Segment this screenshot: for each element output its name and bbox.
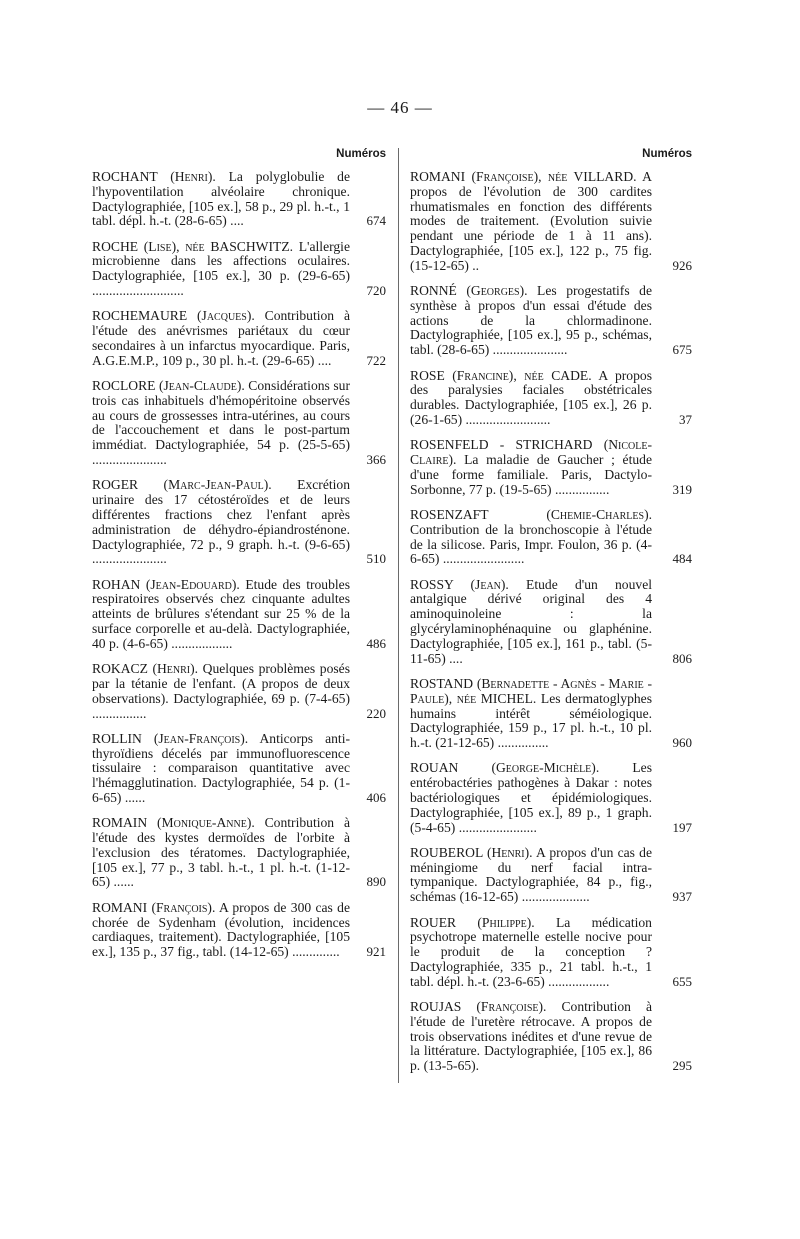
thesis-entry (410, 508, 692, 567)
entry-text: Considérations sur trois cas inhabituels d'hémopéritoine observés au cours de grossesses intra-utérines, au cours de l'accouchement et dans le post-partum immédiat. Dactylographiée, 54 p. (25-5-65) ...................... (92, 378, 350, 468)
thesis-entry (92, 732, 386, 806)
author-name: ROSENFELD - STRICHARD (Nicole-Claire). (410, 437, 652, 468)
entry-body (410, 916, 652, 990)
entry-text: Contribution de la bronchoscopie à l'étude de la silicose. Paris, Impr. Foulon, 36 p. (4-6-65) ........................ (410, 521, 652, 567)
author-name: ROCLORE (Jean-Claude). (92, 378, 245, 394)
entry-body (410, 578, 652, 667)
thesis-entry (410, 369, 692, 428)
author-name: ROHAN (Jean-Edouard). (92, 576, 240, 592)
entry-body (92, 170, 350, 229)
page-number: — 46 — (367, 98, 433, 117)
entry-body (410, 170, 652, 274)
entry-number: 921 (366, 944, 386, 960)
entry-text: Contribution à l'étude de l'uretère rétrocave. A propos de trois observations inédites et d'une revue de la littérature. Dactylographiée, [105 ex.], 86 p. (13-5-65). (410, 999, 652, 1074)
thesis-entry (410, 284, 692, 358)
thesis-entry (410, 1000, 692, 1074)
entry-text: Anticorps anti-thyroïdiens décelés par immunofluorescence tissulaire : comparaison quantitative avec l'hémagglutination. Dactylographiée, 54 p. (1-6-65) ...... (92, 730, 351, 805)
entry-body (92, 578, 350, 652)
entry-body (410, 761, 652, 835)
author-name: ROUJAS (Françoise). (410, 999, 547, 1015)
entry-text: Les dermatoglyphes humains intérêt séméiologique. Dactylographiée, 159 p., 17 pl. h.-t., 10 pl. h.-t. (21-12-65) ............... (410, 690, 652, 751)
author-name: ROMANI (Françoise), née VILLARD. (410, 169, 637, 184)
thesis-entry (410, 916, 692, 990)
right-entry-list (398, 170, 692, 1074)
author-name: ROMAIN (Monique-Anne). (92, 815, 255, 831)
entry-text: Contribution à l'étude des anévrismes pariétaux du cœur secondaires à un infarctus myocardique. Paris, A.G.E.M.P., 109 p., 30 pl. h.-t. (29-6-65) .... (92, 308, 350, 368)
entry-number: 220 (366, 705, 386, 721)
entry-body (410, 508, 652, 567)
thesis-entry (92, 309, 386, 368)
author-name: ROLLIN (Jean-François). (92, 730, 249, 746)
entry-text: A propos de l'évolution de 300 cardites rhumatismales en fonction des différents modes de traitement. (Evolution suivie pendant une période de 1 à 11 ans). Dactylographiée, [105 ex.], 122 p., 75 fig. (15-12-65) .. (410, 169, 652, 273)
entry-number: 510 (366, 551, 386, 567)
left-column (92, 148, 386, 970)
author-name: ROCHE (Lise), née BASCHWITZ. (92, 238, 294, 254)
entry-body (92, 240, 350, 299)
entry-text: La maladie de Gaucher ; étude d'une forme familiale. Paris, Dactylo-Sorbonne, 77 p. (19-5-65) ................ (410, 452, 652, 497)
entry-number: 366 (366, 452, 386, 468)
entry-body (410, 846, 652, 905)
entry-body (92, 901, 350, 960)
entry-body (410, 677, 652, 751)
author-name: ROCHEMAURE (Jacques). (92, 308, 255, 324)
entry-number: 406 (366, 789, 386, 805)
entry-body (92, 379, 350, 468)
entry-body (410, 284, 652, 358)
left-column-heading: Numéros (336, 148, 386, 160)
entry-number: 319 (672, 481, 692, 497)
entry-body (92, 732, 350, 806)
entry-number: 806 (672, 650, 692, 666)
right-column-heading: Numéros (642, 148, 692, 160)
author-name: RONNÉ (Georges). (410, 283, 528, 299)
entry-body (92, 478, 350, 567)
entry-number: 720 (366, 283, 386, 299)
entry-number: 890 (366, 874, 386, 890)
entry-text: A propos des paralysies faciales obstétricales durables. Dactylographiée, [105 ex.], 26 p. (26-1-65) ......................... (410, 367, 652, 427)
thesis-entry (410, 846, 692, 905)
author-name: ROSE (Francine), née CADE. (410, 367, 592, 383)
entry-text: A propos d'un cas de méningiome du nerf facial intra-tympanique. Dactylographiée, 84 p., fig., schémas (16-12-65) .................... (410, 844, 652, 905)
author-name: ROSSY (Jean). (410, 576, 509, 592)
entry-text: Les progestatifs de synthèse à propos d'un essai d'étude des actions de la chlormadinone. Dactylographiée, [105 ex.], 95 p., schémas, tabl. (28-6-65) ...................... (410, 283, 652, 358)
thesis-entry (410, 438, 692, 497)
entry-body (92, 662, 350, 721)
entry-number: 486 (366, 635, 386, 651)
entry-text: L'allergie microbienne dans les affections oculaires. Dactylographiée, [105 ex.], 30 p. (29-6-65) ........................... (92, 238, 350, 299)
entry-number: 722 (366, 352, 386, 368)
thesis-entry (410, 761, 692, 835)
entry-number: 674 (366, 213, 386, 229)
entry-body (92, 816, 350, 890)
thesis-entry (92, 816, 386, 890)
entry-text: Contribution à l'étude des kystes dermoïdes de l'orbite à l'exclusion des tératomes. Dactylographiée, [105 ex.], 77 p., 3 tabl. h.-t., 1 pl. h.-t. (1-12-65) ...... (92, 815, 350, 890)
author-name: ROMANI (François). (92, 899, 216, 915)
entry-number: 484 (672, 551, 692, 567)
thesis-entry (92, 478, 386, 567)
entry-number: 197 (672, 819, 692, 835)
entry-text: Quelques problèmes posés par la tétanie de l'enfant. (A propos de deux observations). Dactylographiée, 69 p. (7-4-65) ................ (92, 661, 350, 721)
entry-number: 675 (672, 342, 692, 358)
thesis-entry (410, 170, 692, 274)
author-name: ROSTAND (Bernadette - Agnès - Marie - Paule), née MICHEL. (410, 675, 652, 706)
entry-text: A propos de 300 cas de chorée de Sydenham (évolution, incidences cardiaques, traitement). Dactylographiée, [105 ex.], 135 p., 37 fig., tabl. (14-12-65) .............. (92, 899, 350, 960)
entry-number: 960 (672, 735, 692, 751)
entry-text: Etude des troubles respiratoires observés chez cinquante adultes atteints de brûlures s'étendant sur 25 % de la surface corporelle et au-delà. Dactylographiée, 40 p. (4-6-65) .................. (92, 576, 350, 651)
thesis-entry (92, 662, 386, 721)
entry-body (410, 1000, 652, 1074)
entry-number: 37 (679, 411, 692, 427)
entry-number: 937 (672, 889, 692, 905)
author-name: ROUER (Philippe). (410, 914, 535, 930)
thesis-entry (92, 170, 386, 229)
right-column (398, 148, 692, 1085)
left-entry-list (92, 170, 386, 960)
entry-body (410, 438, 652, 497)
author-name: ROUAN (George-Michèle). (410, 760, 600, 776)
entry-body (410, 369, 652, 428)
entry-body (92, 309, 350, 368)
thesis-entry (92, 240, 386, 299)
entry-number: 655 (672, 973, 692, 989)
author-name: ROCHANT (Henri). (92, 169, 216, 184)
entry-text: Excrétion urinaire des 17 cétostéroïdes et de leurs différentes fractions chez l'enfant après administration de déhydro-épiandrosténone. Dactylographiée, 72 p., 9 graph. h.-t. (9-6-65) ...................... (92, 477, 350, 567)
entry-text: Etude d'un nouvel antalgique dérivé original des 4 aminoquinoleine : la glycérylaminophénaquine ou glaphénine. Dactylographiée, [105 ex.], 161 p., tabl. (5-11-65) .... (410, 576, 653, 666)
author-name: ROKACZ (Henri). (92, 661, 199, 677)
entry-text: Les entérobactéries pathogènes à Dakar : notes bactériologiques et épidémiologiques. Dactylographiée, [105 ex.], 89 p., 1 graph. (5-4-65) ....................... (410, 760, 652, 835)
thesis-entry (92, 578, 386, 652)
author-name: ROGER (Marc-Jean-Paul). (92, 477, 272, 493)
entry-number: 926 (672, 257, 692, 273)
thesis-entry (92, 901, 386, 960)
entry-number: 295 (672, 1058, 692, 1074)
entry-text: La médication psychotrope maternelle estelle nocive pour le produit de la conception ? Dactylographiée, 335 p., 21 tabl. h.-t., 1 tabl. dépl. h.-t. (23-6-65) .................. (410, 914, 652, 989)
entry-text: La polyglobulie de l'hypoventilation alvéolaire chronique. Dactylographiée, [105 ex.], 58 p., 29 pl. h.-t., 1 tabl. dépl. h.-t. (28-6-65) .... (92, 169, 350, 229)
thesis-entry (410, 677, 692, 751)
thesis-entry (92, 379, 386, 468)
thesis-entry (410, 578, 692, 667)
author-name: ROUBEROL (Henri). (410, 844, 533, 860)
author-name: ROSENZAFT (Chemie-Charles). (410, 506, 652, 522)
